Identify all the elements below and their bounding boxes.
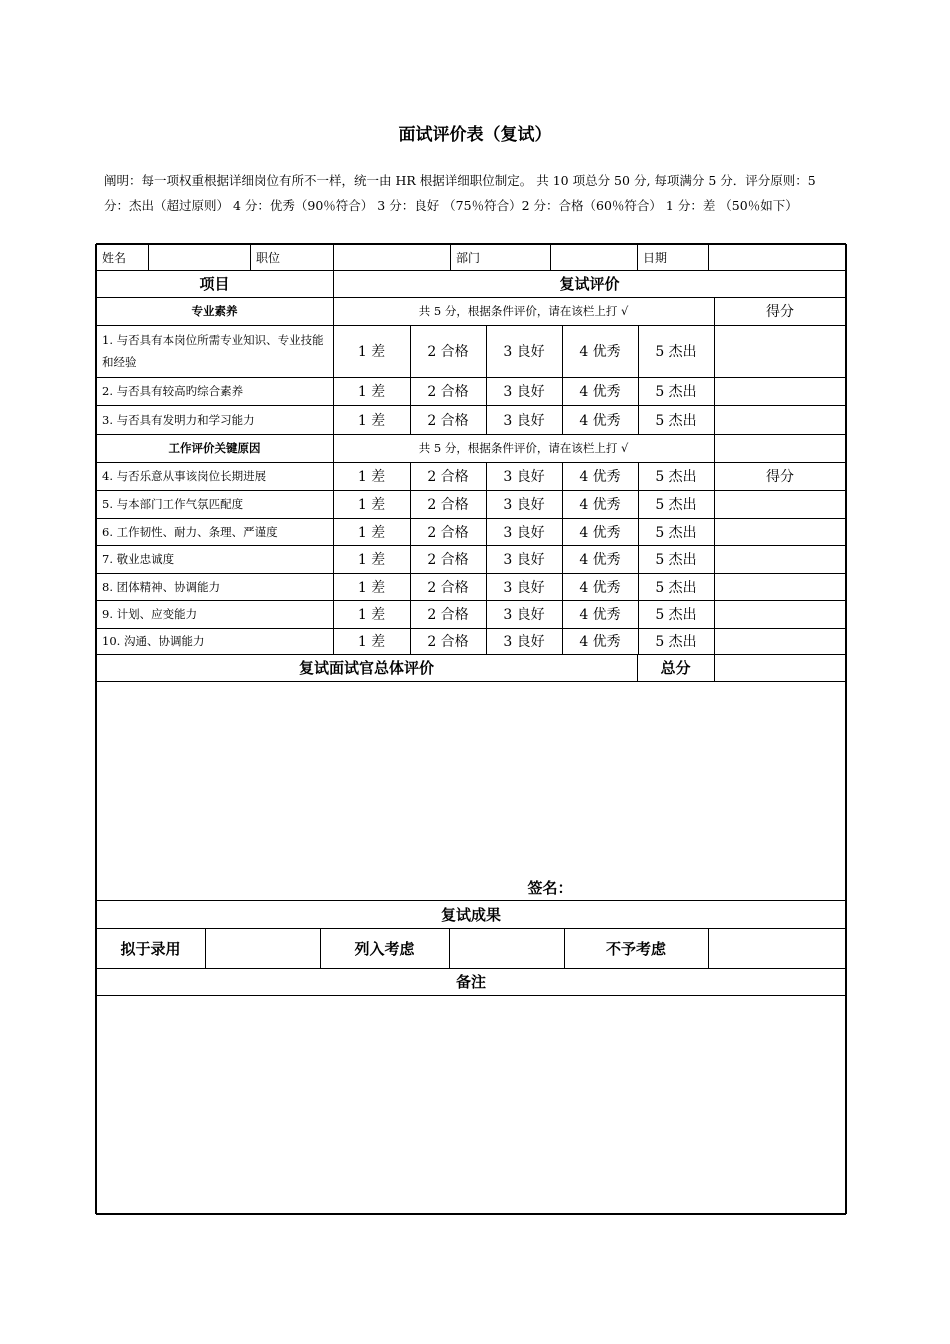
remarks-title: 备注 [455, 973, 486, 991]
rating-option[interactable]: 3 良好 [503, 607, 545, 623]
rating-option[interactable]: 4 优秀 [579, 524, 621, 541]
position-label: 职位 [256, 250, 281, 265]
rating-option[interactable]: 1 差 [357, 344, 386, 360]
option-hire-checkbox[interactable] [205, 928, 320, 968]
department-field[interactable] [550, 244, 637, 270]
rating-option[interactable]: 3 良好 [503, 384, 545, 400]
column-item: 项目 [199, 275, 230, 293]
rating-option[interactable]: 5 杰出 [655, 552, 697, 568]
criterion-label: 4. 与否乐意从事该岗位长期进展 [102, 469, 267, 483]
name-field[interactable] [148, 244, 250, 270]
position-field[interactable] [333, 244, 450, 270]
department-label: 部门 [456, 250, 481, 265]
rating-option[interactable]: 1 差 [357, 634, 386, 650]
rating-option[interactable]: 4 优秀 [579, 412, 621, 429]
score-cell[interactable] [714, 377, 846, 405]
score-cell[interactable] [714, 600, 846, 628]
rating-option[interactable]: 2 合格 [427, 497, 469, 513]
rating-option[interactable]: 2 合格 [427, 634, 469, 650]
signature-label: 签名： [527, 878, 573, 897]
total-score-field[interactable] [714, 654, 846, 681]
rating-option[interactable]: 2 合格 [427, 579, 469, 596]
rating-option[interactable]: 5 杰出 [655, 344, 697, 360]
rating-option[interactable]: 4 优秀 [579, 552, 621, 568]
rating-option[interactable]: 4 优秀 [579, 469, 621, 485]
rating-option[interactable]: 1 差 [357, 384, 386, 400]
rating-option[interactable]: 2 合格 [427, 384, 469, 400]
criterion-label: 9. 计划、应变能力 [102, 607, 198, 621]
rating-option[interactable]: 2 合格 [427, 607, 469, 623]
rating-option[interactable]: 1 差 [357, 552, 386, 568]
option-reject: 不予考虑 [605, 939, 666, 958]
instructions: 阐明：每一项权重根据详细岗位有所不一样，统一由 HR 根据详细职位制定。 共 10 项总分 50 分, 每项满分 5 分．评分原则：5 分：杰出（超过原则） 4 分：优秀（90％符合） 3 分：良好 （75％符合）2 分：合格（60％符合） 1 分：差 （50％如下） [104, 173, 816, 213]
rating-option[interactable]: 4 优秀 [579, 384, 621, 400]
rating-option[interactable]: 4 优秀 [579, 497, 621, 513]
overall-evaluation-label: 复试面试官总体评价 [298, 659, 434, 677]
rating-option[interactable]: 2 合格 [427, 524, 469, 541]
date-label: 日期 [643, 250, 668, 265]
option-consider-checkbox[interactable] [449, 928, 564, 968]
page-title: 面试评价表（复试） [398, 125, 552, 145]
overall-comments-area[interactable] [96, 681, 846, 900]
criterion-label: 7. 敬业忠诚度 [102, 552, 175, 566]
criterion-label: 3. 与否具有发明力和学习能力 [102, 412, 255, 427]
rating-option[interactable]: 5 杰出 [655, 469, 697, 485]
score-cell[interactable] [714, 573, 846, 600]
option-reject-checkbox[interactable] [708, 928, 846, 968]
section-title: 专业素养 [191, 304, 238, 318]
rating-option[interactable]: 5 杰出 [655, 412, 697, 429]
option-consider: 列入考虑 [354, 939, 415, 958]
rating-option[interactable]: 5 杰出 [655, 634, 697, 650]
rating-option[interactable]: 3 良好 [503, 469, 545, 485]
rating-option[interactable]: 3 良好 [503, 634, 545, 650]
score-cell[interactable] [714, 545, 846, 573]
rating-option[interactable]: 5 杰出 [655, 524, 697, 541]
rating-option[interactable]: 1 差 [357, 579, 386, 596]
rating-option[interactable]: 3 良好 [503, 552, 545, 568]
criterion-label: 8. 团体精神、协调能力 [102, 579, 221, 594]
section-instruction: 共 5 分，根据条件评价，请在该栏上打 √ [418, 441, 629, 455]
rating-option[interactable]: 3 良好 [503, 344, 545, 360]
rating-option[interactable]: 4 优秀 [579, 344, 621, 360]
score-cell[interactable] [714, 518, 846, 545]
section-instruction: 共 5 分，根据条件评价，请在该栏上打 √ [418, 304, 629, 318]
rating-option[interactable]: 2 合格 [427, 552, 469, 568]
score-header: 得分 [766, 469, 794, 485]
rating-option[interactable]: 2 合格 [427, 344, 469, 360]
rating-option[interactable]: 3 良好 [503, 579, 545, 596]
rating-option[interactable]: 1 差 [357, 607, 386, 623]
option-hire: 拟于录用 [120, 939, 181, 958]
rating-option[interactable]: 4 优秀 [579, 579, 621, 596]
criterion-label: 10. 沟通、协调能力 [102, 634, 205, 648]
score-cell[interactable] [714, 490, 846, 518]
score-cell[interactable] [714, 628, 846, 654]
rating-option[interactable]: 2 合格 [427, 412, 469, 429]
rating-option[interactable]: 5 杰出 [655, 607, 697, 623]
rating-option[interactable]: 5 杰出 [655, 384, 697, 400]
name-label: 姓名 [102, 250, 127, 265]
rating-option[interactable]: 5 杰出 [655, 497, 697, 513]
criterion-label: 2. 与否具有较高旳综合素养 [102, 384, 244, 398]
rating-option[interactable]: 1 差 [357, 469, 386, 485]
rating-option[interactable]: 4 优秀 [579, 607, 621, 623]
rating-option[interactable]: 3 良好 [503, 412, 545, 429]
score-cell[interactable] [714, 325, 846, 377]
rating-option[interactable]: 4 优秀 [579, 634, 621, 650]
result-title: 复试成果 [440, 905, 501, 924]
section-title: 工作评价关键原因 [168, 441, 261, 455]
rating-option[interactable]: 2 合格 [427, 469, 469, 485]
rating-option[interactable]: 1 差 [357, 497, 386, 513]
rating-option[interactable]: 3 良好 [503, 497, 545, 513]
score-header: 得分 [766, 304, 794, 320]
column-evaluation: 复试评价 [559, 275, 620, 293]
score-cell[interactable] [714, 434, 846, 462]
criterion-label: 6. 工作韧性、耐力、条理、严谨度 [102, 524, 278, 539]
criterion-label: 5. 与本部门工作气氛匹配度 [102, 497, 244, 511]
rating-option[interactable]: 1 差 [357, 524, 386, 541]
rating-option[interactable]: 5 杰出 [655, 579, 697, 596]
date-field[interactable] [708, 244, 846, 270]
rating-option[interactable]: 3 良好 [503, 524, 545, 541]
rating-option[interactable]: 1 差 [357, 412, 386, 429]
remarks-area[interactable] [96, 995, 846, 1214]
total-score-label: 总分 [660, 659, 691, 677]
criterion-label: 1. 与否具有本岗位所需专业知识、专业技能和经验 [102, 333, 324, 369]
score-cell[interactable] [714, 405, 846, 434]
